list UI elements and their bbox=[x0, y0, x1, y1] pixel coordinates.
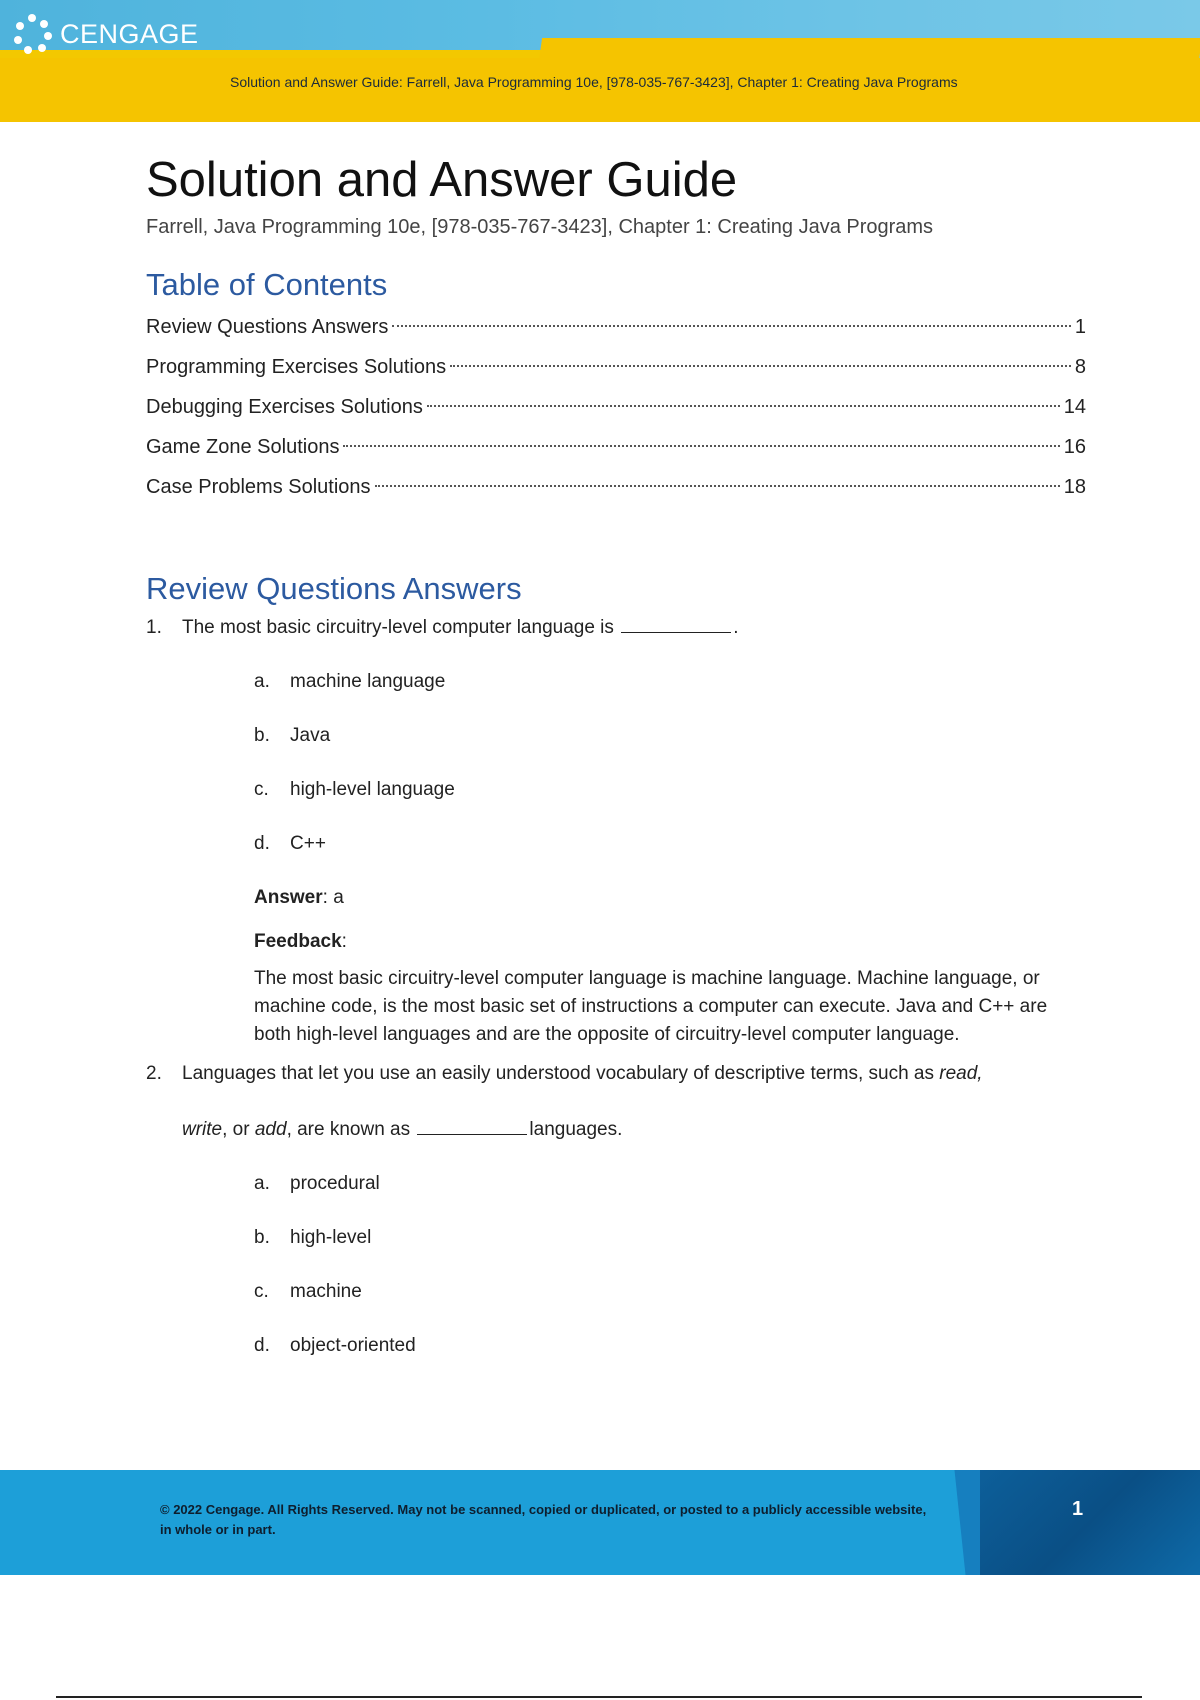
header-banner bbox=[0, 0, 1200, 122]
toc-leader bbox=[392, 325, 1071, 327]
answer-value: : a bbox=[322, 887, 344, 908]
feedback-label-line bbox=[254, 929, 1086, 955]
running-title: Solution and Answer Guide: Farrell, Java Programming 10e, [978-035-767-3423], Chapter 1: Creating Java Programs bbox=[230, 74, 958, 90]
option-letter: a. bbox=[254, 671, 270, 692]
toc-leader bbox=[427, 405, 1060, 407]
toc-entry-label: Game Zone Solutions bbox=[146, 436, 340, 458]
question-1-options bbox=[254, 655, 1086, 871]
question-text bbox=[182, 615, 738, 641]
question-number: 2. bbox=[146, 1063, 162, 1084]
option-text: object-oriented bbox=[290, 1335, 416, 1356]
question-2-continuation bbox=[182, 1117, 1086, 1143]
option bbox=[254, 1265, 1086, 1319]
option bbox=[254, 763, 1086, 817]
question-text bbox=[182, 1061, 983, 1087]
page-bottom-rule bbox=[56, 1696, 1142, 1698]
toc-leader bbox=[450, 365, 1071, 367]
option-text: machine bbox=[290, 1281, 362, 1302]
option-letter: d. bbox=[254, 1335, 270, 1356]
question-text-italic: write bbox=[182, 1119, 223, 1140]
copyright-notice: © 2022 Cengage. All Rights Reserved. May not be scanned, copied or duplicated, or posted to a publicly accessible website, in whole or in part. bbox=[160, 1502, 927, 1537]
table-of-contents bbox=[146, 307, 1086, 507]
banner-yellow-band bbox=[0, 58, 1200, 122]
question-text-italic: read, bbox=[939, 1063, 983, 1084]
question-2 bbox=[146, 1061, 1086, 1087]
option-letter: a. bbox=[254, 1173, 270, 1194]
question-text-part: , or bbox=[222, 1119, 250, 1140]
toc-entry-label: Debugging Exercises Solutions bbox=[146, 396, 423, 418]
toc-entry-page: 14 bbox=[1063, 396, 1086, 418]
option-text: high-level language bbox=[290, 779, 455, 800]
cengage-logo bbox=[12, 14, 199, 54]
question-1 bbox=[146, 615, 1086, 641]
toc-entry[interactable] bbox=[146, 307, 1086, 347]
question-2-options bbox=[254, 1157, 1086, 1373]
toc-heading: Table of Contents bbox=[146, 267, 388, 302]
feedback-label: Feedback bbox=[254, 931, 342, 952]
option-text: procedural bbox=[290, 1173, 380, 1194]
option-text: machine language bbox=[290, 671, 446, 692]
toc-leader bbox=[375, 485, 1060, 487]
option bbox=[254, 1211, 1086, 1265]
question-text-after: . bbox=[733, 617, 739, 638]
footer-dark-panel bbox=[980, 1470, 1200, 1575]
question-text-part: languages. bbox=[529, 1119, 623, 1140]
option bbox=[254, 655, 1086, 709]
footer-banner bbox=[0, 1470, 1200, 1575]
cengage-logo-icon bbox=[12, 14, 52, 54]
option bbox=[254, 817, 1086, 871]
toc-entry-page: 8 bbox=[1074, 356, 1086, 378]
option bbox=[254, 1157, 1086, 1211]
answer-label: Answer bbox=[254, 887, 323, 908]
option-text: Java bbox=[290, 725, 331, 746]
toc-entry[interactable] bbox=[146, 467, 1086, 507]
option-letter: b. bbox=[254, 725, 270, 746]
question-text-part: Languages that let you use an easily understood vocabulary of descriptive terms, such as bbox=[182, 1063, 934, 1084]
toc-entry-label: Case Problems Solutions bbox=[146, 476, 371, 498]
section-heading-review: Review Questions Answers bbox=[146, 571, 522, 606]
page-number: 1 bbox=[1072, 1498, 1084, 1520]
page-title: Solution and Answer Guide bbox=[146, 153, 738, 207]
question-number: 1. bbox=[146, 617, 162, 638]
feedback-colon: : bbox=[341, 931, 347, 952]
document-body bbox=[146, 148, 1086, 1373]
question-text-part: , are known as bbox=[286, 1119, 411, 1140]
toc-entry-page: 16 bbox=[1063, 436, 1086, 458]
toc-entry-page: 18 bbox=[1063, 476, 1086, 498]
option-text: high-level bbox=[290, 1227, 372, 1248]
answer-blank bbox=[621, 632, 731, 633]
option-letter: c. bbox=[254, 1281, 269, 1302]
answer-blank bbox=[417, 1134, 527, 1135]
toc-leader bbox=[343, 445, 1059, 447]
question-text-italic: add bbox=[254, 1119, 287, 1140]
toc-entry[interactable] bbox=[146, 427, 1086, 467]
toc-entry-label: Review Questions Answers bbox=[146, 316, 389, 338]
option-text: C++ bbox=[290, 833, 326, 854]
answer-line bbox=[254, 885, 1086, 911]
toc-entry[interactable] bbox=[146, 347, 1086, 387]
toc-entry-page: 1 bbox=[1074, 316, 1086, 338]
toc-entry-label: Programming Exercises Solutions bbox=[146, 356, 447, 378]
feedback-text: The most basic circuitry-level computer language is machine language. Machine language, or machine code, is the most basic set of instructions a computer can execute. Java and C++ are both high-level languages and are the opposite of circuitry-level computer language. bbox=[254, 968, 1048, 1045]
question-text-before: The most basic circuitry-level computer language is bbox=[182, 617, 614, 638]
toc-entry[interactable] bbox=[146, 387, 1086, 427]
option-letter: c. bbox=[254, 779, 269, 800]
option bbox=[254, 1319, 1086, 1373]
option bbox=[254, 709, 1086, 763]
option-letter: b. bbox=[254, 1227, 270, 1248]
page-subtitle: Farrell, Java Programming 10e, [978-035-767-3423], Chapter 1: Creating Java Programs bbox=[146, 216, 934, 238]
brand-name: CENGAGE bbox=[60, 18, 199, 49]
option-letter: d. bbox=[254, 833, 270, 854]
